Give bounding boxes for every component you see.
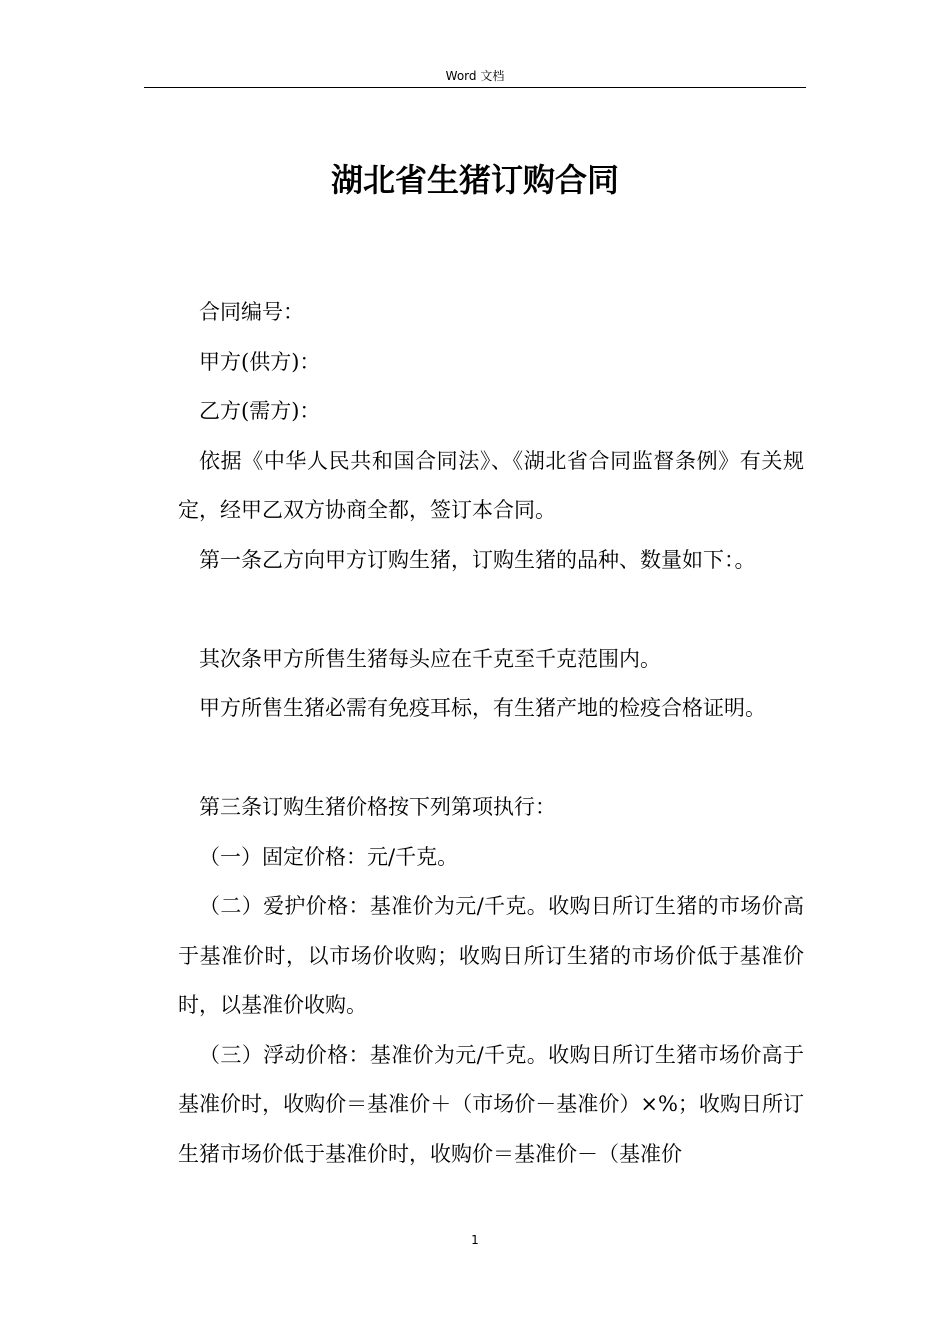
party-a-line: 甲方(供方)： [199, 349, 321, 374]
blank-line [178, 734, 804, 784]
protected-price-item: （二）爱护价格：基准价为元/千克。收购日所订生猪的市场价高于基准价时，以市场价收购；收购日所订生猪的市场价低于基准价时，以基准价收购。 [178, 894, 804, 1017]
page-header: Word 文档 [445, 69, 505, 83]
document-body [178, 288, 804, 1179]
header-divider [144, 87, 806, 88]
article-2-quarantine-paragraph: 甲方所售生猪必需有免疫耳标，有生猪产地的检疫合格证明。 [199, 696, 766, 720]
page-number: 1 [471, 1233, 479, 1247]
blank-line [178, 585, 804, 635]
article-1-paragraph: 第一条乙方向甲方订购生猪，订购生猪的品种、数量如下：。 [199, 547, 756, 572]
floating-price-item: （三）浮动价格：基准价为元/千克。收购日所订生猪市场价高于基准价时，收购价＝基准价＋（市场价－基准价）×%；收购日所订生猪市场价低于基准价时，收购价＝基准价－（基准价 [178, 1042, 804, 1166]
party-b-line: 乙方(需方)： [199, 399, 321, 423]
contract-number-line: 合同编号： [199, 300, 304, 324]
document-title: 湖北省生猪订购合同 [330, 161, 619, 199]
article-3-paragraph: 第三条订购生猪价格按下列第项执行： [199, 795, 556, 819]
fixed-price-item: （一）固定价格：元/千克。 [199, 844, 459, 869]
preamble-paragraph: 依据《中华人民共和国合同法》、《湖北省合同监督条例》有关规定，经甲乙双方协商全都，签订本合同。 [178, 448, 804, 522]
article-2-paragraph: 其次条甲方所售生猪每头应在千克至千克范围内。 [199, 646, 661, 671]
